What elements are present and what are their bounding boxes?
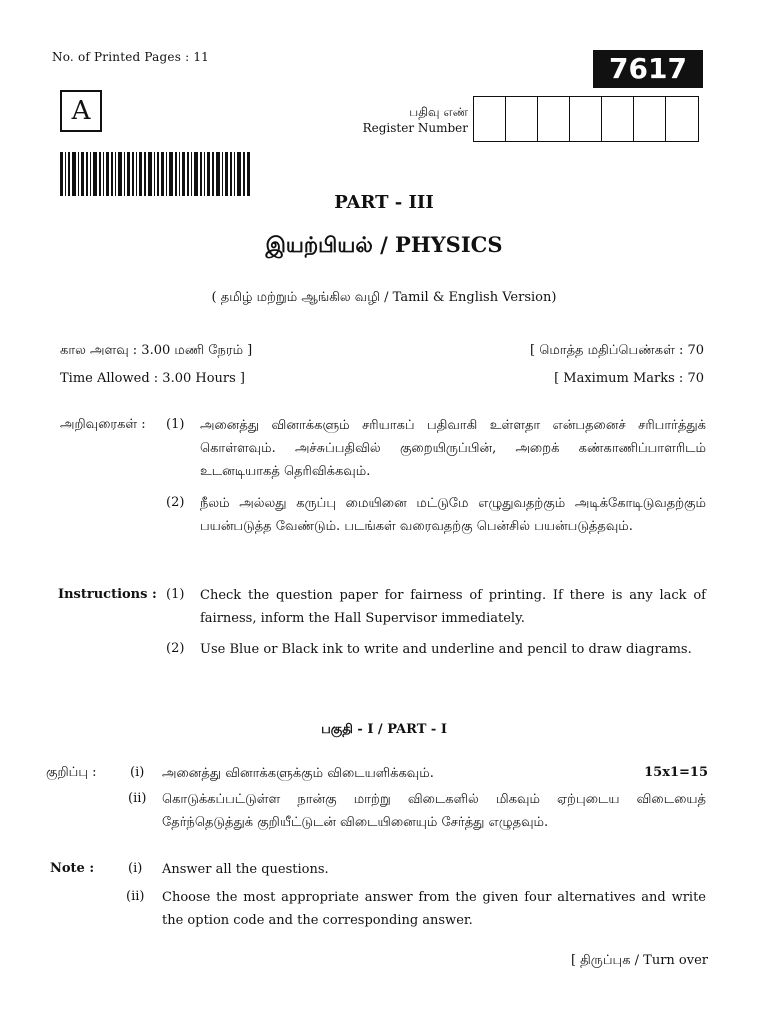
register-digit-box[interactable] (506, 97, 538, 141)
marks-tamil: [ மொத்த மதிப்பெண்கள் : 70 (530, 343, 704, 358)
part-one-marks: 15x1=15 (644, 765, 708, 780)
instruction-english-number: (1) (166, 587, 185, 602)
version-letter-box: A (60, 90, 102, 132)
note-tamil-number: (i) (130, 765, 145, 780)
register-digit-box[interactable] (474, 97, 506, 141)
note-english-text: Choose the most appropriate answer from the given four alternatives and write the option code and the corresponding answer. (162, 890, 706, 928)
register-digit-box[interactable] (538, 97, 570, 141)
register-label-english: Register Number (362, 121, 468, 135)
note-english-label: Note : (50, 861, 95, 876)
instruction-english-number: (2) (166, 641, 185, 656)
note-tamil-label: குறிப்பு : (46, 765, 97, 780)
subject-title: இயற்பியல் / PHYSICS (265, 232, 503, 257)
note-english-text: Answer all the questions. (162, 862, 329, 877)
time-tamil: கால அளவு : 3.00 மணி நேரம் ] (60, 343, 253, 358)
register-number-boxes[interactable] (473, 96, 699, 142)
register-digit-box[interactable] (666, 97, 698, 141)
part-one-heading: பகுதி - I / PART - I (321, 722, 447, 737)
turn-over-note: [ திருப்புக / Turn over (570, 953, 708, 968)
note-tamil-number: (ii) (128, 791, 147, 806)
note-tamil-text: அனைத்து வினாக்களுக்கும் விடையளிக்கவும். (162, 766, 434, 781)
note-tamil-text: கொடுக்கப்பட்டுள்ள நான்கு மாற்று விடைகளில் மிகவும் ஏற்புடைய விடையைத் தேர்ந்தெடுத்துக் குறியீட்டுடன் விடையினையும் சேர்த்து எழுதவும். (162, 792, 706, 830)
instruction-tamil-text: நீலம் அல்லது கருப்பு மையினை மட்டுமே எழுதுவதற்கும் அடிக்கோடிடுவதற்கும் பயன்படுத்த வேண்டும். படங்கள் வரைவதற்கு பென்சில் பயன்படுத்தவும். (200, 496, 706, 534)
instruction-tamil-number: (1) (166, 417, 185, 432)
barcode-image (60, 152, 250, 196)
register-number-label (360, 104, 468, 136)
register-digit-box[interactable] (570, 97, 602, 141)
printed-pages-count: No. of Printed Pages : 11 (52, 50, 209, 64)
note-english-number: (i) (128, 861, 143, 876)
paper-code-badge: 7617 (593, 50, 703, 88)
marks-english: [ Maximum Marks : 70 (554, 371, 704, 386)
register-digit-box[interactable] (634, 97, 666, 141)
instruction-english-text: Use Blue or Black ink to write and underline and pencil to draw diagrams. (200, 642, 692, 657)
instructions-english-label: Instructions : (58, 587, 157, 602)
part-title: PART - III (334, 192, 434, 213)
instruction-tamil-text: அனைத்து வினாக்களும் சரியாகப் பதிவாகி உள்ளதா என்பதனைச் சரிபார்த்துக் கொள்ளவும். அச்சுப்பதிவில் குறையிருப்பின், அறைக் கண்காணிப்பாளரிடம் உடனடியாகத் தெரிவிக்கவும். (200, 418, 706, 479)
note-english-number: (ii) (126, 889, 145, 904)
instruction-english-text: Check the question paper for fairness of printing. If there is any lack of fairness, inform the Hall Supervisor immediately. (200, 588, 706, 626)
instruction-tamil-number: (2) (166, 495, 185, 510)
register-label-tamil: பதிவு எண் (409, 105, 468, 119)
version-line: ( தமிழ் மற்றும் ஆங்கில வழி / Tamil & English Version) (211, 290, 557, 305)
instructions-tamil-label: அறிவுரைகள் : (60, 417, 146, 432)
register-digit-box[interactable] (602, 97, 634, 141)
time-english: Time Allowed : 3.00 Hours ] (60, 371, 246, 386)
